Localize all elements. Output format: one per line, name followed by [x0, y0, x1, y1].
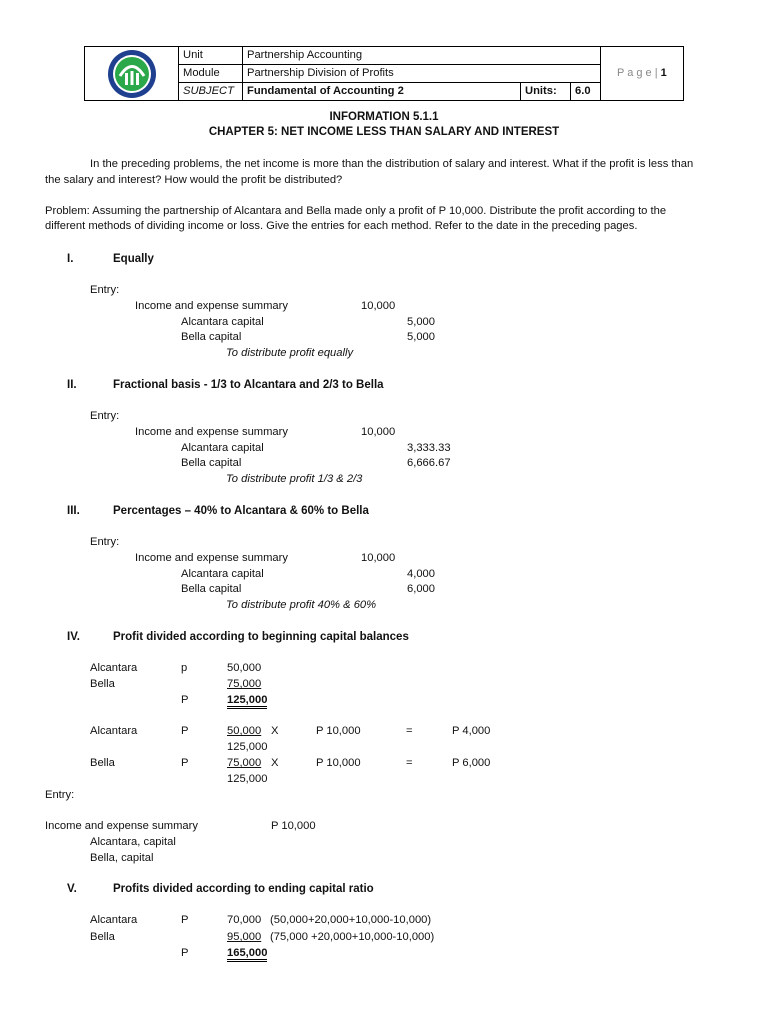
units-value: 6.0	[571, 83, 601, 100]
debit-account: Income and expense summary	[135, 300, 288, 312]
intro-line-2: the salary and interest? How would the profit be distributed?	[45, 174, 343, 186]
entry-label: Entry:	[45, 789, 75, 801]
credit-amount: 5,000	[407, 331, 435, 343]
subject-label: SUBJECT	[179, 83, 243, 100]
debit-amount: 10,000	[361, 426, 396, 438]
module-value: Partnership Division of Profits	[243, 65, 601, 83]
entry-label: Entry:	[90, 410, 120, 422]
section-title: Equally	[113, 253, 154, 265]
total-amount: 125,000	[227, 694, 267, 709]
peso-sign: P	[181, 694, 189, 706]
module-label: Module	[179, 65, 243, 83]
school-logo	[85, 47, 179, 100]
debit-amount: P 10,000	[271, 820, 316, 832]
multiply-sign: X	[271, 725, 279, 737]
debit-account: Income and expense summary	[135, 552, 288, 564]
credit-account: Alcantara, capital	[90, 836, 176, 848]
debit-amount: 10,000	[361, 552, 396, 564]
credit-account: Alcantara capital	[181, 316, 264, 328]
share-result: P 4,000	[452, 725, 491, 737]
total-amount: 165,000	[227, 947, 267, 962]
equals-sign: =	[406, 757, 413, 769]
section-number: V.	[67, 883, 77, 895]
entry-label: Entry:	[90, 284, 120, 296]
peso-sign: p	[181, 662, 188, 674]
partner-name: Alcantara	[90, 914, 138, 926]
section-title: Percentages – 40% to Alcantara & 60% to Bella	[113, 505, 369, 517]
chapter-title: CHAPTER 5: NET INCOME LESS THAN SALARY AND INTEREST	[208, 126, 560, 138]
balance-amount: 50,000	[227, 662, 262, 674]
debit-account: Income and expense summary	[135, 426, 288, 438]
debit-account: Income and expense summary	[45, 820, 198, 832]
credit-amount: 4,000	[407, 568, 435, 580]
page-indicator	[617, 67, 667, 79]
equals-sign: =	[406, 725, 413, 737]
partner-name: Bella	[90, 931, 115, 943]
section-title: Profits divided according to ending capital ratio	[113, 883, 374, 895]
capital-amount: 95,000	[227, 931, 262, 943]
credit-account: Bella, capital	[90, 852, 154, 864]
capital-computation: (75,000 +20,000+10,000-10,000)	[270, 931, 435, 943]
entry-label: Entry:	[90, 536, 120, 548]
subject-value: Fundamental of Accounting 2	[243, 83, 521, 100]
section-number: III.	[67, 505, 80, 517]
capital-computation: (50,000+20,000+10,000-10,000)	[270, 914, 432, 926]
problem-line-2: different methods of dividing income or loss. Give the entries for each method. Refer to the date in the preceding pages.	[45, 220, 638, 232]
peso-sign: P	[181, 725, 189, 737]
credit-account: Bella capital	[181, 583, 242, 595]
peso-sign: P	[181, 947, 189, 959]
profit-amount: P 10,000	[316, 725, 361, 737]
credit-account: Alcantara capital	[181, 568, 264, 580]
section-number: II.	[67, 379, 77, 391]
credit-amount: 6,000	[407, 583, 435, 595]
peso-sign: P	[181, 757, 189, 769]
page-number: 1	[660, 67, 667, 79]
profit-amount: P 10,000	[316, 757, 361, 769]
partner-name: Alcantara	[90, 725, 138, 737]
credit-amount: 6,666.67	[407, 457, 451, 469]
debit-amount: 10,000	[361, 300, 396, 312]
partner-name: Alcantara	[90, 662, 138, 674]
page-label: P a g e |	[617, 67, 658, 79]
entry-explanation: To distribute profit equally	[226, 347, 354, 359]
units-label: Units:	[521, 83, 571, 100]
section-title: Profit divided according to beginning capital balances	[113, 631, 409, 643]
share-result: P 6,000	[452, 757, 491, 769]
credit-account: Bella capital	[181, 331, 242, 343]
entry-explanation: To distribute profit 40% & 60%	[226, 599, 377, 611]
section-number: I.	[67, 253, 74, 265]
balance-amount: 75,000	[227, 678, 262, 690]
credit-account: Bella capital	[181, 457, 242, 469]
unit-label: Unit	[179, 47, 243, 65]
header-table	[84, 46, 684, 101]
school-seal-icon	[107, 49, 157, 99]
info-title: INFORMATION 5.1.1	[329, 111, 439, 123]
entry-explanation: To distribute profit 1/3 & 2/3	[226, 473, 363, 485]
capital-amount: 70,000	[227, 914, 262, 926]
credit-amount: 3,333.33	[407, 442, 451, 454]
partner-name: Bella	[90, 757, 115, 769]
peso-sign: P	[181, 914, 189, 926]
section-number: IV.	[67, 631, 81, 643]
credit-amount: 5,000	[407, 316, 435, 328]
credit-account: Alcantara capital	[181, 442, 264, 454]
ratio-denominator: 125,000	[227, 741, 268, 753]
section-title: Fractional basis - 1/3 to Alcantara and 2/3 to Bella	[113, 379, 384, 391]
ratio-denominator: 125,000	[227, 773, 268, 785]
ratio-numerator: 75,000	[227, 757, 262, 769]
intro-line-1: In the preceding problems, the net income is more than the distribution of salary and interest. What if the profit is less than	[90, 158, 694, 170]
problem-line-1: Problem: Assuming the partnership of Alcantara and Bella made only a profit of P 10,000. Distribute the profit according to the	[45, 205, 667, 217]
partner-name: Bella	[90, 678, 115, 690]
ratio-numerator: 50,000	[227, 725, 262, 737]
multiply-sign: X	[271, 757, 279, 769]
unit-value: Partnership Accounting	[243, 47, 601, 65]
